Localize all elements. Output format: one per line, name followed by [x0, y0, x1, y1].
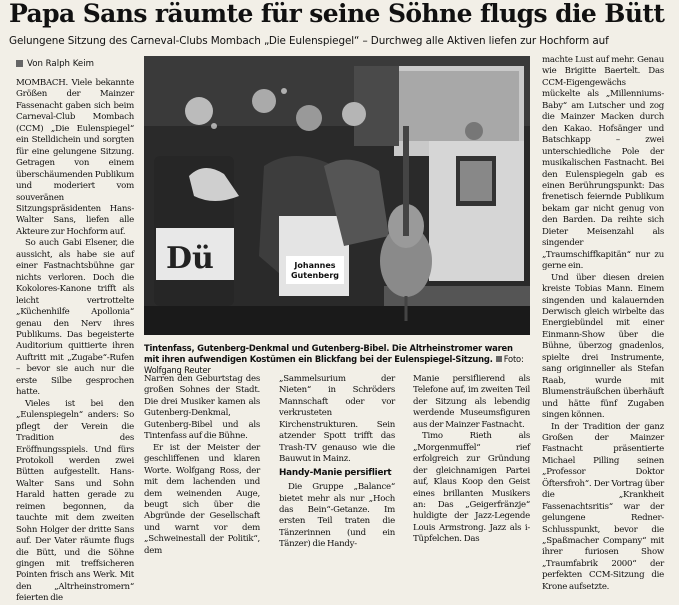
subheading: Handy-Manie persifliert: [279, 467, 392, 478]
byline: [16, 59, 94, 69]
carnival-photo: [144, 56, 530, 335]
paragraph: Timo Rieth als „Morgenmuffel“ rief erfolgreich zur Gründung der gleichnamigen Partei auf, Klaus Koop den Geist eines brillanten Musikers an: Das „Geigerfränzje“ huldigte der Jazz-Legende Louis Armstrong. Jazz als i-Tüpfelchen. Das: [413, 431, 530, 545]
paragraph: So auch Gabi Elsener, die aussicht, als habe sie auf einer Fastnachtsbühne gar nichts verloren. Doch die Kokolores-Kanone trifft als leicht vertrottelte „Küchenhilfe Apollonia“ genau den Nerv ihres Publikums. Das begeisterte Auditorium quittierte ihren Auftritt mit „Zugabe“-Rufen – bevor sie auch nur die erste Silbe gesprochen hatte.: [16, 238, 134, 398]
column-5: [542, 55, 664, 592]
paragraph: Manie persiflierend als Telefone auf, im zweiten Teil der Sitzung als lebendig werdende Museumsfiguren aus der Mainzer Fastnacht.: [413, 374, 530, 430]
subheadline: Gelungene Sitzung des Carneval-Clubs Mombach „Die Eulenspiegel“ – Durchweg alle Aktiven liefen zur Hochform auf: [9, 35, 609, 47]
paragraph: machte Lust auf mehr. Genau wie Brigitte Baertelt. Das CCM-Eigengewächs mückelte als „Millenniums-Baby“ am Lutscher und zog die Mainzer Macken durch den Kakao. Hofsänger und Batschkapp – zwei unterschiedliche Pole der musikalischen Fastnacht. Bei den Eulenspiegeln gab es einen Berührungspunkt: Das frenetisch feiernde Publikum bekam gar nicht genug von den Barden. Da reihte sich Dieter Meisenzahl als singender „Traumschiffkapitän“ nur zu gerne ein.: [542, 55, 664, 272]
headline: Papa Sans räumte für seine Söhne flugs die Bütt: [9, 0, 665, 28]
paragraph: MOMBACH. Viele bekannte Größen der Mainzer Fassenacht gaben sich beim Carneval-Club Mombach (CCM) „Die Eulenspiegel“ ein Stelldichein und sorgten für eine gelungene Sitzung. Getragen von einem überschäumenden Publikum und moderiert vom souveränen Sitzungspräsidenten Hans-Walter Sans, liefen alle Akteure zur Hochform auf.: [16, 78, 134, 237]
bullet-square-icon: [16, 60, 23, 67]
column-2: [144, 374, 260, 556]
paragraph: Narren den Geburtstag des großen Sohnes der Stadt. Die drei Musiker kamen als Gutenberg-Denkmal, Gutenberg-Bibel und als Tintenfass auf die Bühne.: [144, 374, 260, 442]
column-4: [413, 374, 530, 545]
paragraph: Und über diesen dreien kreiste Tobias Mann. Einem singenden und kalauernden Derwisch gleich wirbelte das Energiebündel mit einer Einmann-Show über die Bühne, überzog gnadenlos, spielte drei Instrumente, sang originneller als Stefan Raab, wurde mit Blumensträußchen überhäuft und hätte fünf Zugaben singen können.: [542, 272, 664, 421]
photo-caption: [144, 343, 530, 376]
sign-johannes: Johannes: [294, 261, 336, 270]
photo-credit: Foto: Wolfgang Reuter: [144, 354, 524, 375]
paragraph: Er ist der Meister der geschliffenen und klaren Worte. Wolfgang Ross, der mit dem lachenden und dem weinenden Auge, beugt sich über die Abgründe der Gesellschaft und warnt vor dem „Schweinestall der Politik“, dem: [144, 442, 260, 556]
column-3: [279, 374, 395, 550]
column-1: [16, 78, 134, 604]
byline-text: Von Ralph Keim: [27, 59, 94, 69]
barrel-text: Dü: [166, 241, 214, 276]
sign-gutenberg: Gutenberg: [290, 271, 340, 280]
paragraph: Die Gruppe „Balance“ bietet mehr als nur „Hoch das Bein“-Getanze. Im ersten Teil traten die Tänzerinnen (und ein Tänzer) die Handy-: [279, 482, 395, 550]
caption-text: Tintenfass, Gutenberg-Denkmal und Gutenberg-Bibel. Die Altrheinstromer waren mit ihren aufwendigen Kostümen ein Blickfang bei der Eulenspiegel-Sitzung.: [144, 343, 513, 364]
paragraph: „Sammelsurium der Nieten“ in Schröders Mannschaft oder vor verkrusteten Kirchenstrukturen. Sein atzender Spott trifft das Trash-TV genauso wie die Bauwut in Mainz.: [279, 374, 395, 465]
paragraph: In der Tradition der ganz Großen der Mainzer Fastnacht präsentierte Michael Pilling seinen „Professor Doktor Öftersfroh“. Der Vortrag über die „Krankheit Fassenachtsritis“ war der gelungene Redner-Schlusspunkt, bevor die „Spaßmacher Company“ mit ihrer furiosen Show „Traumfabrik 2000“ der perfekten CCM-Sitzung die Krone aufsetzte.: [542, 421, 664, 592]
paragraph: Vieles ist bei den „Eulenspiegeln“ anders: So pflegt der Verein die Tradition des Eröffnungsspiels. Und fürs Protokoll werden zwei Bütten aufgestellt. Hans-Walter Sans und Sohn Harald hatten gerade zu reimen begonnen, da tauchte mit dem zweiten Sohn Holger der dritte Sans auf. Der Vater räumte flugs die Bütt, und die Söhne gingen mit treffsicheren Pointen frisch ans Werk. Mit den „Altrheinstromern“ feierten die: [16, 398, 134, 604]
bullet-square-icon: [496, 356, 502, 362]
photo-illustration: [144, 56, 530, 335]
